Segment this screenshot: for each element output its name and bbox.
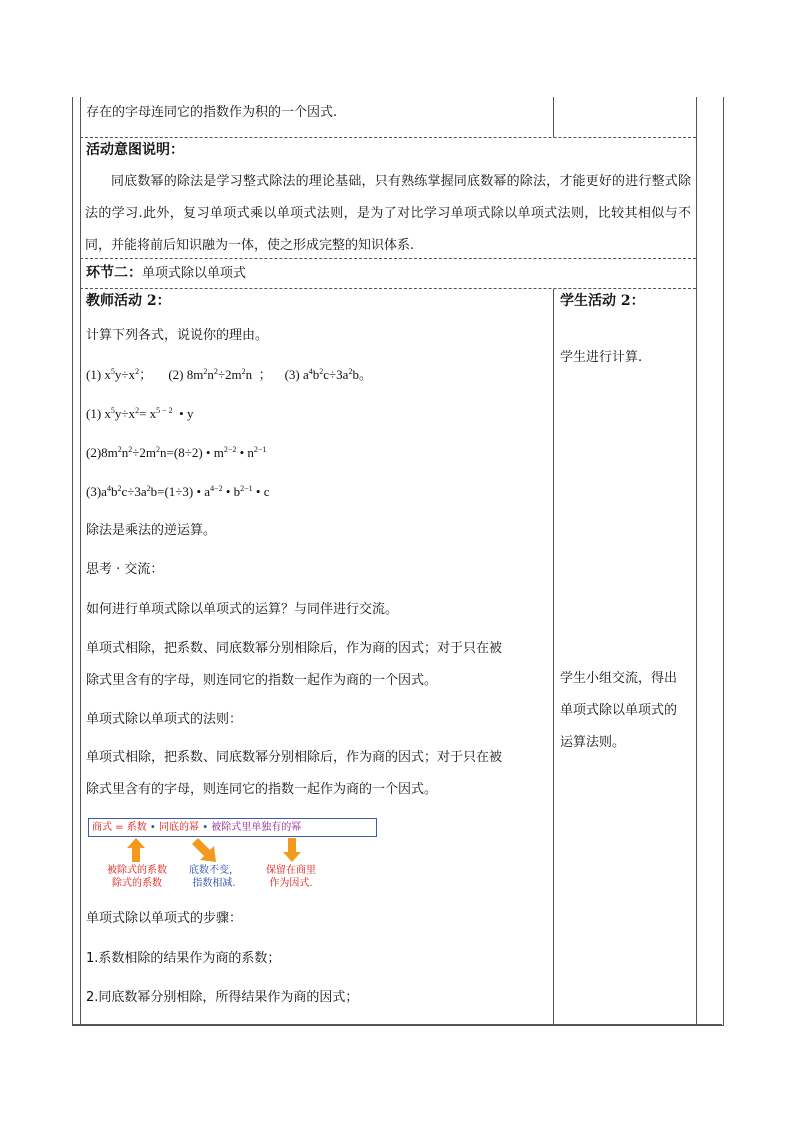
think-exchange: 思考 · 交流： (86, 562, 164, 577)
student-discuss-line-3: 运算法则。 (560, 735, 626, 750)
down-arrow-icon (283, 838, 301, 862)
column-divider-main (553, 289, 554, 1025)
caption-keep-line-1: 保留在商里 (266, 865, 316, 876)
caption-same-base-line-2: 指数相减. (192, 878, 236, 889)
inner-right-border (696, 97, 697, 1025)
intent-heading: 活动意图说明： (86, 142, 184, 158)
caption-coefficients-line-1: 被除式的系数 (107, 865, 167, 876)
student-discuss-line-2: 单项式除以单项式的 (560, 703, 678, 718)
solution-2: $(2)8m^2n^2\div 2m^2n=(8\div 2)$ • $m^{2-2}$ • $n^{2-1}$ (86, 445, 267, 460)
row-divider-3 (80, 288, 696, 289)
formula-coefficient: 商式 = 系数 (92, 822, 147, 833)
step-1: 1.系数相除的结果作为商的系数； (86, 951, 281, 966)
section2-heading (86, 264, 246, 283)
inner-left-border (80, 97, 81, 1025)
solution-1: (1) $x^5y\div x^2= x^{5 - 2}$ • y (86, 406, 194, 421)
section2-label: 环节二： (86, 265, 142, 281)
caption-coefficients-line-2: 除式的系数 (112, 878, 162, 889)
student-calc: 学生进行计算. (560, 350, 643, 365)
caption-coefficients (102, 864, 172, 890)
top-row-text: 存在的字母连同它的指数作为积的一个因式. (86, 105, 338, 120)
law-line-1: 单项式相除，把系数、同底数幂分别相除后，作为商的因式；对于只在被 (86, 750, 503, 765)
law-title: 单项式除以单项式的法则： (86, 712, 243, 727)
caption-keep-line-2: 作为因式. (269, 878, 313, 889)
formula-same-base: 同底的幂 (159, 822, 200, 833)
rule-line-2: 除式里含有的字母，则连同它的指数一起作为商的一个因式。 (86, 673, 438, 688)
rule-line-1: 单项式相除，把系数、同底数幂分别相除后，作为商的因式；对于只在被 (86, 641, 503, 656)
law-line-2: 除式里含有的字母，则连同它的指数一起作为商的一个因式。 (86, 782, 438, 797)
caption-same-base-line-1: 底数不变， (189, 865, 239, 876)
bottom-rule (72, 1024, 722, 1025)
caption-same-base (184, 864, 244, 890)
up-arrow-icon (127, 838, 145, 862)
steps-title: 单项式除以单项式的步骤： (86, 911, 243, 926)
formula-box (88, 818, 377, 837)
question-text: 如何进行单项式除以单项式的运算？与同伴进行交流。 (86, 602, 399, 617)
solution-3: $(3)a^4b^2c\div 3a^2b=(1\div 3)$ • $a^{4-2}$ • $b^{2-1}$ • c (86, 484, 270, 499)
formula-dot-1: • (146, 822, 160, 833)
formula-dot-2: • (199, 822, 212, 833)
column-divider-top (553, 97, 554, 137)
row-divider-1 (80, 137, 696, 138)
division-inverse: 除法是乘法的逆运算。 (86, 523, 217, 538)
student-heading: 学生活动 2： (560, 293, 645, 309)
quotient-formula-diagram (88, 818, 378, 898)
teacher-calc-prompt: 计算下列各式，说说你的理由。 (86, 328, 269, 343)
section2-title: 单项式除以单项式 (142, 266, 247, 281)
intent-paragraph: 同底数幂的除法是学习整式除法的理论基础，只有熟练掌握同底数幂的除法，才能更好的进行整式除法的学习.此外，复习单项式乘以单项式法则，是为了对比学习单项式除以单项式法则，比较其相似与不同，并能将前后知识融为一体，使之形成完整的知识体系. (85, 174, 691, 253)
exercise-list: (1) $x^5y\div x^2$； (2) $8m^2n^2\div 2m^2n$ ； (3) $a^4b^2c\div 3a^2b$。 (86, 367, 372, 382)
caption-keep (260, 864, 322, 890)
teacher-heading: 教师活动 2： (86, 293, 171, 309)
diagonal-arrow-icon (192, 838, 218, 864)
formula-unique-power: 被除式里单独有的幂 (211, 822, 302, 833)
student-discuss-line-1: 学生小组交流，得出 (560, 671, 678, 686)
step-2: 2.同底数幂分别相除，所得结果作为商的因式； (86, 990, 359, 1005)
